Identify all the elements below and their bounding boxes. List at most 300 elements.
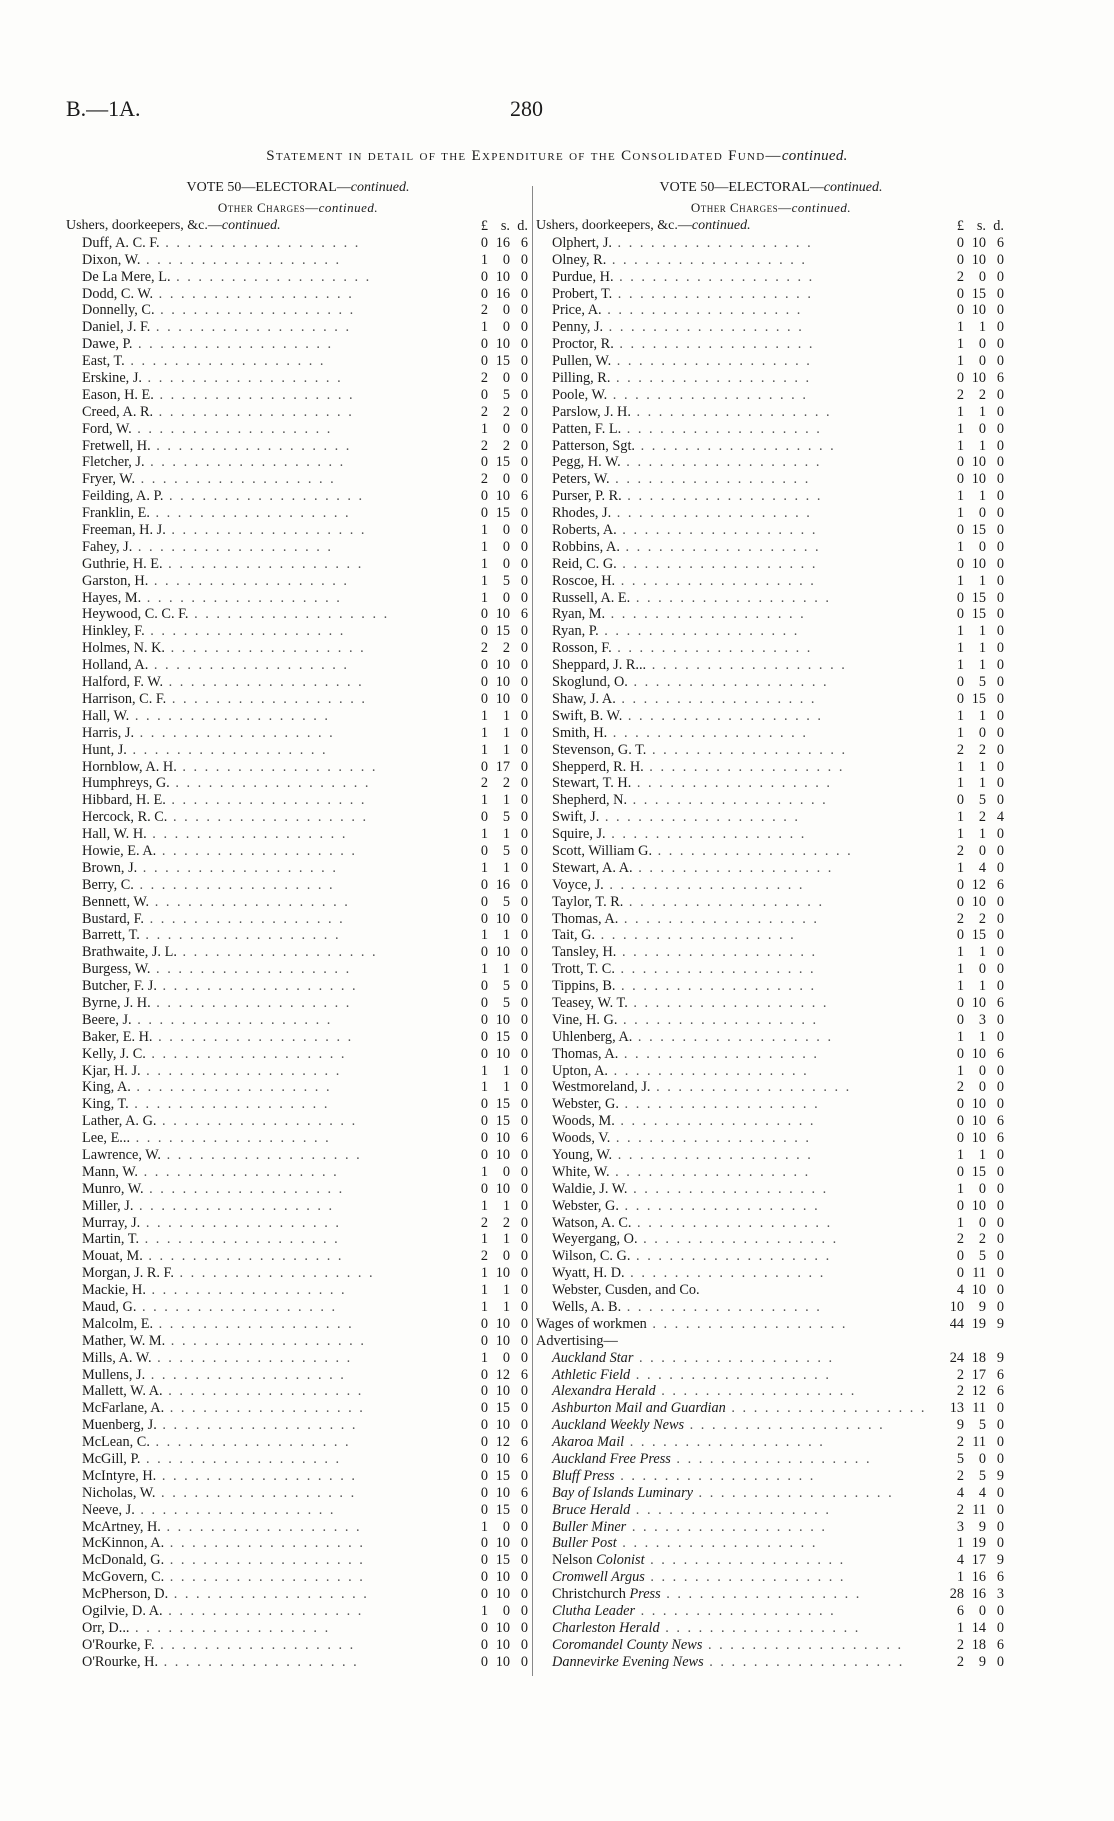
shillings-value: 0 [978, 420, 986, 437]
entry-name-text: McPherson, D. [82, 1586, 169, 1603]
amount [464, 404, 530, 421]
entry-name-text: Thomas, A. [552, 910, 619, 927]
pounds-value: 1 [480, 555, 488, 572]
shillings-value: 5 [978, 792, 986, 809]
entry-name-text: Harris, J. [82, 724, 135, 741]
table-row [536, 438, 1006, 455]
entry-name-text: Woods, M. [552, 1113, 615, 1130]
amount [940, 708, 1006, 725]
table-row [66, 1569, 530, 1586]
shillings-value: 10 [971, 454, 986, 471]
pence-value: 6 [996, 876, 1004, 893]
leader-dots: . . . . . . . . . . . . . . . . . . [154, 302, 356, 319]
pence-value: 6 [996, 1636, 1004, 1653]
entry-name-text: McIntyre, H. [82, 1467, 157, 1484]
entry-name-text: McDonald, G. [82, 1552, 165, 1569]
amount [940, 556, 1006, 573]
table-row [536, 1552, 1006, 1569]
entry-name [536, 336, 940, 353]
pounds-value: 0 [480, 690, 488, 707]
entry-name-text: Auckland Star [552, 1349, 634, 1366]
leader-dots: . . . . . . . . . . . . . . . . . . [140, 1214, 341, 1231]
pence-value: 0 [520, 1636, 528, 1653]
entry-name-text: Pegg, H. W. [552, 454, 621, 471]
table-row [536, 894, 1006, 911]
shillings-value: 0 [502, 1603, 510, 1620]
table-row [66, 691, 530, 708]
amount [464, 370, 530, 387]
entry-name-text: McArtney, H. [82, 1518, 161, 1535]
amount [940, 302, 1006, 319]
pounds-value: 1 [480, 1518, 488, 1535]
entry-name-text: Penny, J. [552, 319, 604, 336]
table-row [536, 1400, 1006, 1417]
amount [464, 505, 530, 522]
shillings-value: 5 [502, 572, 510, 589]
pence-value: 0 [996, 1653, 1004, 1670]
entry-name-text: White, W. [552, 1163, 610, 1180]
pounds-value: 0 [480, 657, 488, 674]
amount [940, 235, 1006, 252]
leader-dots: . . . . . . . . . . . . . . . . . . [635, 437, 836, 454]
amount [464, 1637, 530, 1654]
shillings-value: 1 [978, 707, 986, 724]
amount [940, 1654, 1006, 1671]
pence-value: 0 [520, 758, 528, 775]
table-row [536, 1451, 1006, 1468]
entry-name [536, 1029, 940, 1046]
entry-name [66, 1248, 464, 1265]
table-row [66, 1248, 530, 1265]
pounds-value: 4 [956, 1552, 964, 1569]
leader-dots: . . . . . . . . . . . . . . . . . . [136, 1299, 338, 1315]
leader-dots: . . . . . . . . . . . . . . . . . . [622, 707, 823, 724]
table-row [66, 1552, 530, 1569]
shillings-value: 10 [495, 657, 510, 674]
pence-value: 0 [996, 251, 1004, 268]
entry-name-text: Munro, W. [82, 1180, 144, 1197]
shillings-value: 10 [495, 1180, 510, 1197]
shillings-value: 9 [978, 1518, 986, 1535]
table-row [536, 387, 1006, 404]
pounds-value: 0 [480, 488, 488, 505]
entry-name [66, 319, 464, 336]
entry-name-text: Tippins, B. [552, 978, 616, 995]
pounds-value: 1 [956, 775, 964, 792]
entry-name-text: Berry, C. [82, 876, 134, 893]
entry-name-text: Stevenson, G. T. [552, 741, 647, 758]
table-row [536, 590, 1006, 607]
table-row [66, 1333, 530, 1350]
section-heading-text: Ushers, doorkeepers, &c.— [536, 218, 692, 233]
pence-value: 0 [520, 657, 528, 674]
pence-value: 0 [996, 741, 1004, 758]
section-heading-continued: continued. [221, 218, 281, 233]
pence-value: 0 [520, 1163, 528, 1180]
pence-value: 0 [520, 454, 528, 471]
pounds-value: 0 [480, 1180, 488, 1197]
amount [940, 269, 1006, 286]
pence-value: 0 [520, 1231, 528, 1248]
leader-dots: . . . . . . . . . . . . . . . . . . [140, 251, 342, 268]
entry-name-text: Purdue, H. [552, 268, 614, 285]
pounds-value: 0 [956, 792, 964, 809]
leader-dots: . . . . . . . . . . . . . . . . . . [143, 1180, 345, 1197]
table-row [536, 1299, 1006, 1316]
pounds-value: 1 [480, 1231, 488, 1248]
leader-dots: . . . . . . . . . . . . . . . . . . [138, 1163, 339, 1180]
pence-value: 0 [520, 555, 528, 572]
table-row [536, 1130, 1006, 1147]
pence-value: 0 [520, 775, 528, 792]
table-row [66, 809, 530, 826]
amount [464, 877, 530, 894]
amount [940, 877, 1006, 894]
pence-value: 6 [996, 1045, 1004, 1062]
table-row [66, 894, 530, 911]
leader-dots: . . . . . . . . . . . . . . . . . . [135, 471, 336, 488]
pounds-value: 1 [480, 1163, 488, 1180]
shillings-value: 10 [495, 336, 510, 353]
entry-name [66, 860, 464, 877]
table-row [536, 421, 1006, 438]
pence-value: 0 [996, 302, 1004, 319]
amount [464, 792, 530, 809]
leader-dots: . . . . . . . . . . . . . . . . . . [153, 285, 354, 302]
pence-value: 6 [996, 1130, 1004, 1147]
shillings-value: 10 [495, 944, 510, 961]
entry-name [536, 438, 940, 455]
entry-name [536, 657, 940, 674]
leader-dots: . . . . . . . . . . . . . . . . . . [155, 1484, 357, 1501]
entry-name [536, 286, 940, 303]
entry-name [66, 606, 464, 623]
amount [940, 1079, 1006, 1096]
amount [940, 1586, 1006, 1603]
table-row [66, 1316, 530, 1333]
amount [940, 1164, 1006, 1181]
entry-name [66, 1282, 464, 1299]
pence-value: 0 [520, 522, 528, 539]
amount [940, 1637, 1006, 1654]
pence-value: 3 [996, 1586, 1004, 1603]
shillings-value: 10 [495, 1535, 510, 1552]
leader-dots: . . . . . . . . . . . . . . . . . . [141, 370, 343, 387]
shillings-value: 1 [978, 437, 986, 454]
entry-name [536, 1215, 940, 1232]
table-row [66, 505, 530, 522]
entry-name-text: Thomas, A. [552, 1045, 619, 1062]
table-row [536, 742, 1006, 759]
amount [464, 826, 530, 843]
entry-name [66, 1029, 464, 1046]
entry-name [66, 961, 464, 978]
table-row [66, 336, 530, 353]
table-row [536, 573, 1006, 590]
shillings-value: 0 [502, 251, 510, 268]
shillings-value: 15 [495, 505, 510, 522]
leader-dots: . . . . . . . . . . . . . . . . . . [605, 606, 806, 623]
shillings-value: 11 [972, 1434, 986, 1451]
shillings-value: 10 [971, 994, 986, 1011]
entry-name-text: Miller, J. [82, 1197, 134, 1214]
leader-dots: . . . . . . . . . . . . . . . . . . [623, 893, 825, 910]
table-row [66, 742, 530, 759]
leader-dots: . . . . . . . . . . . . . . . . . . [618, 1197, 820, 1214]
entry-name [66, 1451, 464, 1468]
amount [940, 674, 1006, 691]
table-row [536, 1367, 1006, 1384]
entry-name-text: Creed, A. R. [82, 403, 154, 420]
table-row [66, 843, 530, 860]
amount [464, 1569, 530, 1586]
entry-name-text: Dannevirke Evening News [552, 1653, 704, 1670]
amount [940, 1231, 1006, 1248]
entry-name [536, 573, 940, 590]
leader-dots: . . . . . . . . . . . . . . . . . . [148, 572, 349, 589]
table-row [536, 1215, 1006, 1232]
pounds-value: 1 [480, 522, 488, 539]
pence-value: 0 [520, 741, 528, 758]
amount [940, 421, 1006, 438]
leader-dots: . . . . . . . . . . . . . . . . . . [614, 1467, 816, 1484]
pence-value: 0 [520, 842, 528, 859]
pence-value: 0 [996, 420, 1004, 437]
shillings-value: 12 [971, 1383, 986, 1400]
pence-value: 0 [520, 319, 528, 336]
pounds-value: 0 [956, 1045, 964, 1062]
leader-dots: . . . . . . . . . . . . . . . . . . [635, 1603, 836, 1620]
table-row [66, 1637, 530, 1654]
pence-value: 0 [996, 589, 1004, 606]
amount [464, 1502, 530, 1519]
leader-dots: . . . . . . . . . . . . . . . . . . [614, 1113, 816, 1130]
shillings-value: 11 [972, 1501, 986, 1518]
pounds-value: 1 [480, 1603, 488, 1620]
pounds-value: 2 [956, 1653, 964, 1670]
entry-name-text: Butcher, F. J. [82, 978, 157, 995]
table-row [536, 235, 1006, 252]
entry-name-text: Hunt, J. [82, 741, 127, 758]
shillings-value: 1 [978, 1028, 986, 1045]
entry-name [66, 1181, 464, 1198]
pence-value: 6 [996, 370, 1004, 387]
entry-name [66, 1519, 464, 1536]
shillings-value: 10 [495, 1451, 510, 1468]
table-row [536, 944, 1006, 961]
table-row [536, 1350, 1006, 1367]
shillings-value: 0 [502, 1349, 510, 1366]
leader-dots: . . . . . . . . . . . . . . . . . . [126, 741, 328, 758]
pence-value: 0 [996, 1197, 1004, 1214]
pounds-value: 2 [956, 1434, 964, 1451]
pounds-value: 0 [956, 589, 964, 606]
shillings-value: 2 [502, 403, 510, 420]
leader-dots: . . . . . . . . . . . . . . . . . . [158, 1653, 359, 1670]
table-row [536, 1164, 1006, 1181]
pounds-value: 1 [480, 1299, 488, 1315]
leader-dots: . . . . . . . . . . . . . . . . . . [168, 1586, 369, 1603]
table-row [66, 623, 530, 640]
pence-value: 0 [996, 437, 1004, 454]
leader-dots: . . . . . . . . . . . . . . . . . . [620, 454, 822, 471]
leader-dots: . . . . . . . . . . . . . . . . . . [670, 1451, 872, 1468]
pence-value: 6 [996, 1366, 1004, 1383]
pence-value: 0 [520, 505, 528, 522]
shillings-value: 16 [495, 285, 510, 302]
entry-name [66, 1367, 464, 1384]
pounds-value: 4 [956, 1484, 964, 1501]
amount [940, 370, 1006, 387]
pence-value: 0 [996, 572, 1004, 589]
pence-value: 0 [520, 927, 528, 944]
amount [940, 522, 1006, 539]
pounds-value: 0 [956, 370, 964, 387]
leader-dots: . . . . . . . . . . . . . . . . . . [621, 488, 823, 505]
pence-value: 9 [996, 1552, 1004, 1569]
shillings-value: 1 [978, 657, 986, 674]
pounds-value: 0 [956, 1130, 964, 1147]
leader-dots: . . . . . . . . . . . . . . . . . . [164, 1535, 365, 1552]
shillings-value: 1 [978, 758, 986, 775]
leader-dots: . . . . . . . . . . . . . . . . . . [139, 927, 341, 944]
amount [464, 1451, 530, 1468]
entry-name-text: Charleston Herald [552, 1619, 660, 1636]
leader-dots: . . . . . . . . . . . . . . . . . . [131, 420, 333, 437]
pounds-value: 0 [480, 893, 488, 910]
table-row [536, 877, 1006, 894]
entry-name-text: Weyergang, O. [552, 1231, 638, 1248]
amount [940, 1519, 1006, 1536]
pounds-value: 0 [956, 555, 964, 572]
entry-name-text: Ryan, P. [552, 623, 599, 640]
table-row [66, 1299, 530, 1316]
pence-value: 0 [520, 1383, 528, 1400]
entry-name-text: Byrne, J. H. [82, 994, 151, 1011]
shillings-value: 10 [495, 488, 510, 505]
entry-name [536, 1333, 940, 1350]
entry-name-text: Fahey, J. [82, 538, 133, 555]
table-row [66, 826, 530, 843]
pounds-value: 0 [480, 994, 488, 1011]
entry-name [536, 1096, 940, 1113]
entry-name [536, 1147, 940, 1164]
pounds-value: 1 [480, 741, 488, 758]
pounds-value: 0 [480, 1467, 488, 1484]
table-row [66, 927, 530, 944]
leader-dots: . . . . . . . . . . . . . . . . . . [142, 1248, 344, 1265]
table-row [66, 1400, 530, 1417]
shillings-value: 1 [502, 724, 510, 741]
pounds-value: 0 [480, 1400, 488, 1417]
pence-value: 0 [996, 961, 1004, 978]
entry-name-text: Ryan, M. [552, 606, 606, 623]
pounds-value: 44 [949, 1315, 964, 1332]
amount [464, 1079, 530, 1096]
amount [940, 471, 1006, 488]
pence-value: 0 [996, 1180, 1004, 1197]
section-heading-row [536, 218, 1006, 235]
shillings-value: 5 [978, 674, 986, 691]
shillings-value: 1 [502, 1282, 510, 1299]
leader-dots: . . . . . . . . . . . . . . . . . . [631, 1214, 833, 1231]
shillings-value: 2 [502, 437, 510, 454]
shillings-value: 10 [495, 1130, 510, 1147]
amount [464, 286, 530, 303]
pounds-value: 0 [480, 910, 488, 927]
pence-value: 0 [996, 1501, 1004, 1518]
table-row [536, 1417, 1006, 1434]
pence-value: 0 [520, 1062, 528, 1079]
pence-value: 0 [996, 893, 1004, 910]
amount [464, 1012, 530, 1029]
amount [464, 1248, 530, 1265]
table-row [536, 657, 1006, 674]
amount [940, 1181, 1006, 1198]
pounds-value: 0 [480, 1619, 488, 1636]
leader-dots: . . . . . . . . . . . . . . . . . . [145, 1282, 347, 1299]
table-row [66, 539, 530, 556]
entry-name-text: Harrison, C. F. [82, 690, 167, 707]
amount [464, 1603, 530, 1620]
leader-dots: . . . . . . . . . . . . . . . . . . [618, 1096, 820, 1113]
entry-name [536, 809, 940, 826]
pence-value: 6 [520, 488, 528, 505]
pence-value: 0 [996, 1214, 1004, 1231]
pounds-value: 0 [480, 1096, 488, 1113]
entry-name [536, 1603, 940, 1620]
entry-name-text: Peters, W. [552, 471, 610, 488]
table-row [536, 961, 1006, 978]
pence-value: 0 [996, 522, 1004, 539]
amount [940, 590, 1006, 607]
shillings-value: 10 [971, 1096, 986, 1113]
leader-dots: . . . . . . . . . . . . . . . . . . [149, 505, 351, 522]
shillings-value: 15 [971, 1163, 986, 1180]
entry-name [536, 1046, 940, 1063]
pence-value: 0 [996, 353, 1004, 370]
entry-name [66, 1265, 464, 1282]
table-row [536, 1265, 1006, 1282]
entry-name-text: Brathwaite, J. L. [82, 944, 177, 961]
pounds-value: 0 [956, 251, 964, 268]
pounds-value: 1 [956, 505, 964, 522]
pence-value: 0 [996, 792, 1004, 809]
pence-value: 0 [520, 1197, 528, 1214]
pence-value: 0 [520, 994, 528, 1011]
shillings-value: 0 [502, 1518, 510, 1535]
pounds-value: 0 [480, 1569, 488, 1586]
entry-name [66, 252, 464, 269]
pence-value: 0 [520, 420, 528, 437]
entry-name-text: Smith, H. [552, 724, 608, 741]
shillings-value: 10 [971, 555, 986, 572]
table-row [536, 471, 1006, 488]
amount [464, 1215, 530, 1232]
entry-name-text: De La Mere, L. [82, 268, 171, 285]
entry-name [536, 725, 940, 742]
statement-title-main: Statement in detail of the Expenditure of the Consolidated Fund— [266, 148, 782, 164]
entry-name [536, 404, 940, 421]
entry-name [66, 1046, 464, 1063]
pence-value: 0 [996, 1603, 1004, 1620]
leader-dots: . . . . . . . . . . . . . . . . . . [616, 1535, 818, 1552]
amount [464, 1265, 530, 1282]
shillings-value: 5 [978, 1248, 986, 1265]
pounds-value: 0 [480, 1653, 488, 1670]
pounds-value: 0 [480, 876, 488, 893]
vote-title-text: VOTE 50—ELECTORAL— [659, 180, 824, 195]
